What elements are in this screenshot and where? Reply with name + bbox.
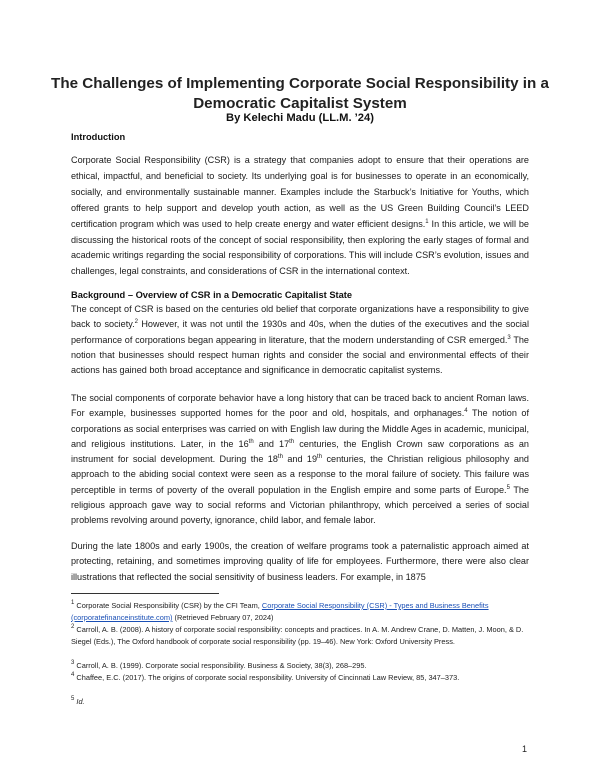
footnote-ref-1: 1: [425, 218, 429, 225]
footnote-5: [71, 696, 531, 708]
article-title-line-1: The Challenges of Implementing Corporate Social Responsibility in a: [51, 75, 549, 92]
footnote-4: [71, 672, 531, 684]
footnote-number: 2: [71, 624, 75, 630]
intro-text-2: In this article, we will be discussing the historical roots of the concept of social responsibility, then exploring the early stages of formal and academic writings regarding the social responsibility of corporations. This will include CSR’s evolution, issues and challenges, legal constraints, and considerations of CSR in the international context.: [71, 218, 529, 277]
footnote-2-text: Carroll, A. B. (2008). A history of corporate social responsibility: concepts and practices. In A. M. Andrew Crane, D. Matten, J. Moon, & D. Siegel (Eds.), The Oxford handbook of corporate social responsibility (pp. 19–46). New York: Oxford University Press.: [71, 625, 524, 646]
author-byline: By Kelechi Madu (LL.M. ’24): [226, 112, 374, 124]
bg-text-3: The notion that businesses should respect human rights and consider the social and environmental effects of their actions has gained both broad acceptance and significance in democratic capitalist systems.: [71, 334, 529, 376]
footnote-ref-5: 5: [506, 484, 510, 491]
bg-text-2: However, it was not until the 1930s and 40s, when the duties of the executives and the social performance of corporations began appearing in literature, that the modern understanding of CSR emerged.: [71, 319, 529, 345]
bg-text-1: The concept of CSR is based on the centuries old belief that corporate organizations have a responsibility to give back to society.: [71, 304, 529, 330]
page-number: 1: [521, 744, 527, 754]
footnote-5-text: Id.: [74, 697, 85, 706]
ordinal-suffix: th: [248, 438, 254, 445]
introduction-heading: Introduction: [71, 132, 126, 142]
p2-text-1: The social components of corporate behavior have a long history that can be traced back to ancient Roman laws. For example, businesses supported homes for the poor and old, hospitals, and orphanages.: [71, 393, 529, 419]
footnote-number: 5: [71, 696, 75, 702]
intro-text-1: Corporate Social Responsibility (CSR) is a strategy that companies adopt to ensure that their operations are ethical, impactful, and beneficial to society. Its underlying goal is for businesses to operate in an economically, socially, and environmentally sustainable manner. Examples include the Starbuck’s Initiative for Youths, which offered grants to help support and develop youth action, as well as the US Green Building Council’s LEED certification program which was used to help create energy and water efficient designs.: [71, 155, 529, 229]
social-history-paragraph: [71, 391, 529, 529]
footnote-separator: [71, 593, 219, 594]
footnote-ref-4: 4: [464, 408, 468, 415]
footnote-4-text: Chaffee, E.C. (2017). The origins of corporate social responsibility. University of Cincinnati Law Review, 85, 347–373.: [74, 673, 460, 682]
introduction-paragraph: [71, 153, 529, 280]
p2-text-2: The notion of corporations as social enterprises was carried on with English law during the Middle Ages in academic, municipal, and religious institutions. Later, in the 16: [71, 408, 529, 449]
article-title-line-2: Democratic Capitalist System: [193, 95, 407, 112]
background-heading: Background – Overview of CSR in a Democratic Capitalist State: [71, 290, 353, 300]
footnote-ref-2: 2: [134, 319, 138, 326]
welfare-paragraph: During the late 1800s and early 1900s, the creation of welfare programs took a paternalistic approach aimed at protecting, retaining, and sometimes improving quality of life for employees. Furthermore, there were also clear illustrations that reflected the social sensitivity of business leaders. For example, in 1875: [71, 541, 529, 582]
footnote-ref-3: 3: [507, 334, 511, 341]
footnote-number: 1: [71, 600, 75, 606]
p2-text-4: centuries, the English Crown saw corporations as an instrument for social development. During the 18: [71, 438, 529, 465]
footnote-1: [71, 600, 531, 624]
ordinal-suffix: th: [289, 438, 295, 445]
ordinal-suffix: th: [277, 454, 283, 461]
footnote-1-retrieved: (Retrieved February 07, 2024): [172, 613, 274, 622]
footnote-number: 4: [71, 672, 75, 678]
footnote-3-text: Carroll, A. B. (1999). Corporate social responsibility. Business & Society, 38(3), 268–295.: [74, 661, 367, 670]
background-paragraph: [71, 302, 529, 378]
p2-text-5: and 19: [282, 454, 318, 465]
ordinal-suffix: th: [317, 454, 323, 461]
p2-text-7: The religious approach gave way to social reforms and Victorian philanthropy, which perceived a series of social problems revolving around poverty, ignorance, child labor, and female labor.: [71, 484, 529, 526]
footnote-1-text: Corporate Social Responsibility (CSR) by the CFI Team,: [74, 601, 262, 610]
footnote-1-link[interactable]: Corporate Social Responsibility (CSR) - Types and Business Benefits (corporatefinanceinstitute.com): [71, 601, 489, 622]
footnote-number: 3: [71, 660, 75, 666]
p2-text-3: and 17: [253, 438, 290, 449]
footnote-3: [71, 660, 531, 672]
footnote-2: [71, 624, 531, 648]
p2-text-6: centuries, the Christian religious philosophy and approach to the abiding social context were seen as a response to the moral failure of society. This failure was perceptible in terms of poverty of the overall population in the English empire and some parts of Europe.: [71, 454, 529, 495]
